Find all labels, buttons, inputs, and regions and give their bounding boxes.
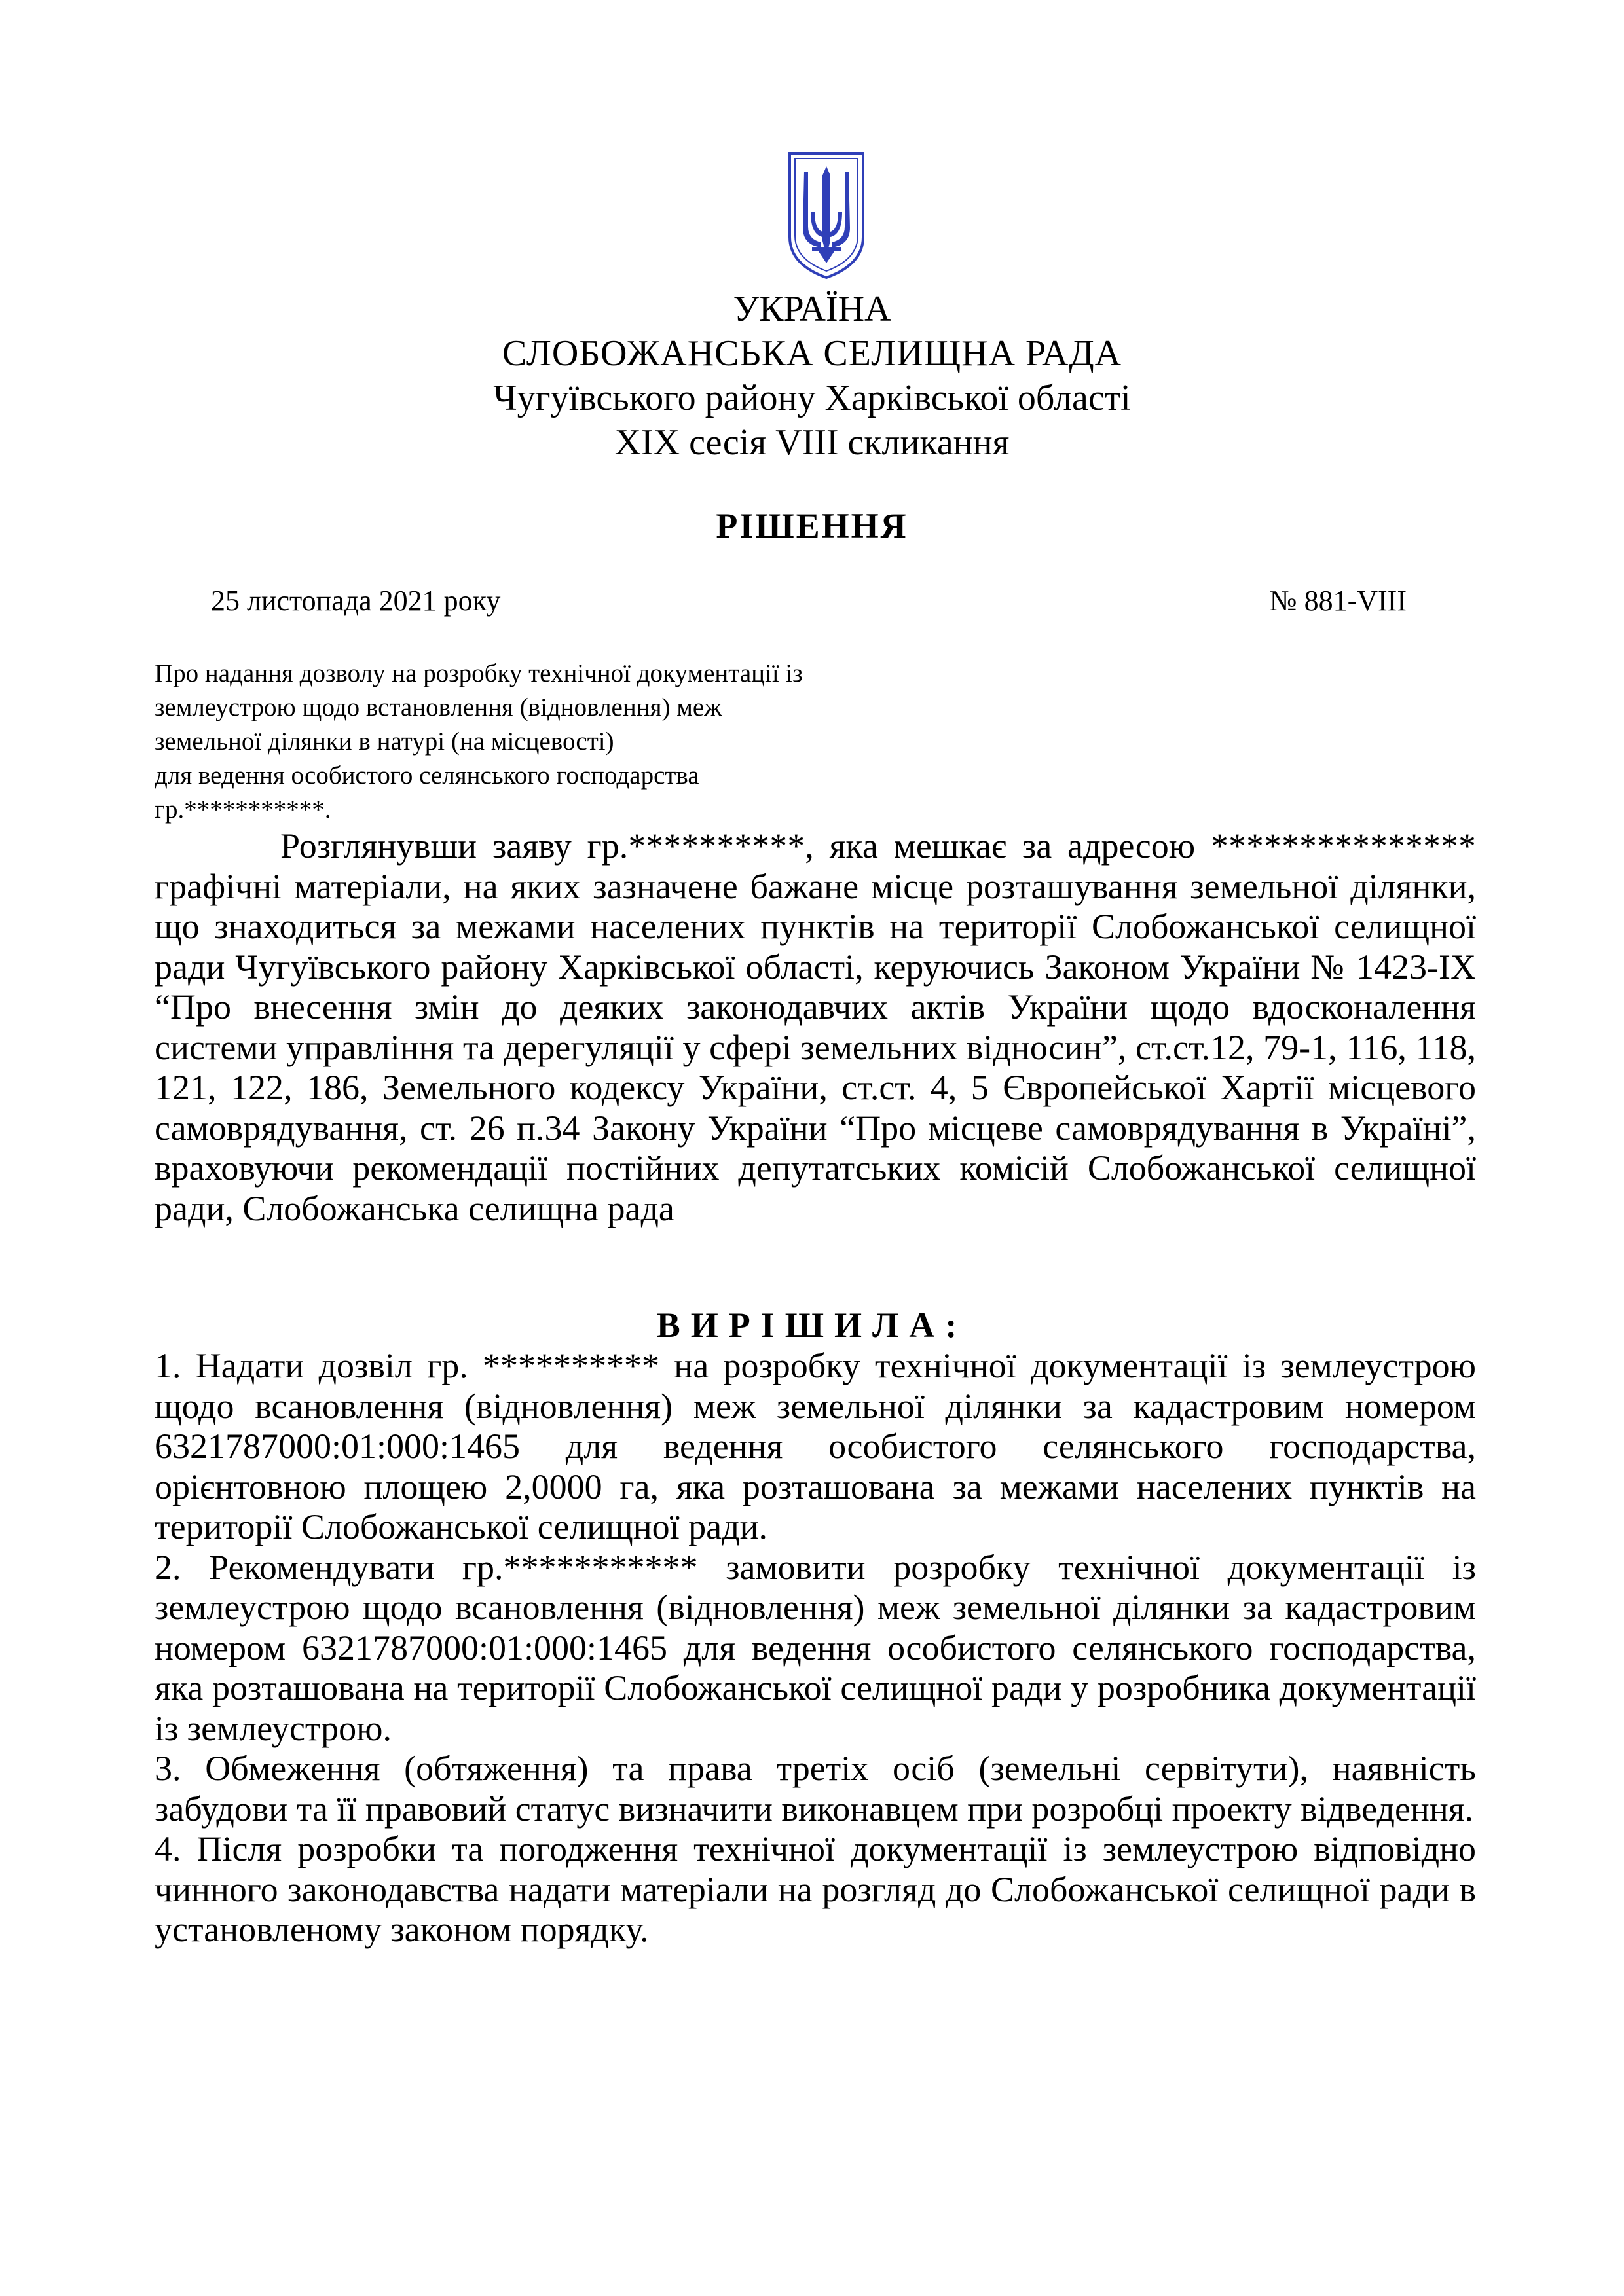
decision-item: 4. Після розробки та погодження технічної документації із землеустрою відповідно чинного законодавства надати матеріали на розгляд до Слобожанської селищної ради в установленому законом порядку. [155, 1829, 1476, 1949]
session-heading: XIX сесія VIII скликання [614, 422, 1010, 463]
preamble-paragraph: Розглянувши заяву гр.**********, яка мешкає за адресою *************** графічні матеріали, на яких зазначене бажане місце розташування земельної ділянки, що знаходиться за межами населених пунктів на території Слобожанської селищної ради Чугуївського району Харківської області, керуючись Законом України № 1423-IX “Про внесення змін до деяких законодавчих актів України щодо вдосконалення системи управління та дерегуляції у сфері земельних відносин”, ст.ст.12, 79-1, 116, 118, 121, 122, 186, Земельного кодексу України, ст.ст. 4, 5 Європейської Хартії місцевого самоврядування, ст. 26 п.34 Закону України “Про місцеве самоврядування в Україні”, враховуючи рекомендації постійних депутатських комісій Слобожанської селищної ради, Слобожанська селищна рада [155, 826, 1476, 1228]
decision-number: № 881-VIII [1269, 585, 1407, 617]
country-heading: УКРАЇНА [733, 289, 891, 329]
subject-line: Про надання дозволу на розробку технічної документації із [155, 659, 803, 687]
decision-item: 1. Надати дозвіл гр. ********** на розробку технічної документації із землеустрою щодо всановлення (відновлення) меж земельної ділянки за кадастровим номером 6321787000:01:000:1465 для ведення особистого селянського господарства, орієнтовною площею 2,0000 га, яка розташована за межами населених пунктів на території Слобожанської селищної ради. [155, 1346, 1476, 1546]
document-title: РІШЕННЯ [716, 506, 908, 545]
decision-item: 3. Обмеження (обтяження) та права третіх осіб (земельні сервітути), наявність забудови та її правовий статус визначити виконавцем при розробці проекту відведення. [155, 1749, 1476, 1829]
decision-item: 2. Рекомендувати гр.*********** замовити розробку технічної документації із землеустрою щодо всановлення (відновлення) меж земельної ділянки за кадастровим номером 6321787000:01:000:1465 для ведення особистого селянського господарства, яка розташована на території Слобожанської селищної ради у розробника документації із землеустрою. [155, 1547, 1476, 1748]
subject-line: гр.***********. [155, 795, 331, 824]
subject-line: для ведення особистого селянського господарства [155, 761, 699, 790]
verdict-heading: ВИРІШИЛА: [656, 1305, 968, 1345]
council-heading: СЛОБОЖАНСЬКА СЕЛИЩНА РАДА [502, 333, 1122, 374]
decision-date: 25 листопада 2021 року [211, 585, 501, 617]
district-heading: Чугуївського району Харківської області [493, 378, 1131, 418]
trident-coat-of-arms-icon [781, 149, 872, 280]
subject-line: земельної ділянки в натурі (на місцевості) [155, 727, 614, 756]
decision-items [155, 1346, 1476, 1950]
decision-subject [155, 657, 1006, 827]
subject-line: землеустрою щодо встановлення (відновлення) меж [155, 693, 722, 721]
